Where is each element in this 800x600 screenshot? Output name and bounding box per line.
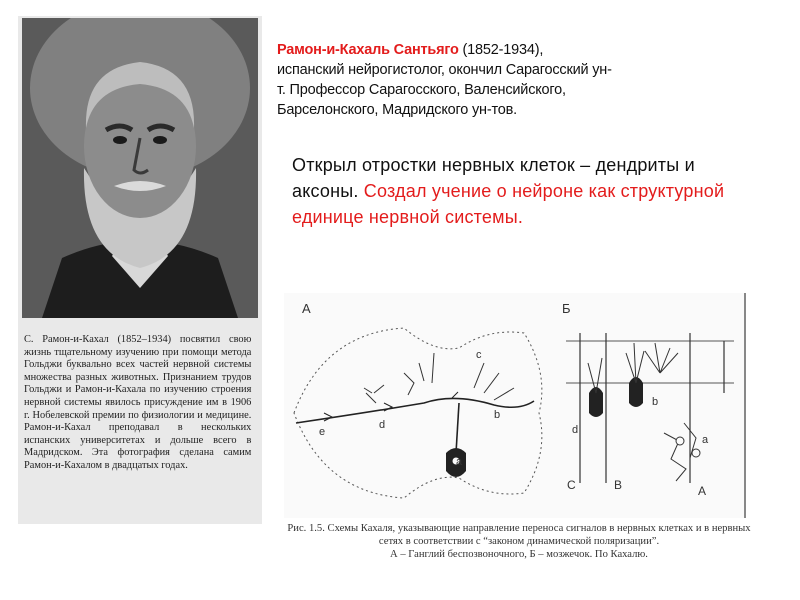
label-a-b: b (494, 409, 501, 421)
portrait-scan (18, 16, 262, 524)
figure-caption-line-1: Рис. 1.5. Схемы Кахаля, указывающие направление переноса сигналов в нервных клетках и в нервных сетях в соответствии с “законом динамической поляризации”. (287, 523, 751, 547)
portrait-caption: С. Рамон-и-Кахал (1852–1934) посвятил свою жизнь тщательному изучению при помощи метода Гольджи буквально всех частей нервной системы множества разных животных. Признанием трудов Гольджи и Рамон-и-Кахала по изучению строения нервной системы явилось присуждение им в 1906 г. Нобелевской премии по физиологии и медицине. Рамон-и-Кахал преподавал в нескольких испанских университетах и дольше всего в Мадридском. Эта фотография сделана самим Рамон-и-Кахалом в двадцатых годах. (24, 334, 252, 471)
label-a-d: d (379, 419, 386, 431)
label-b-C: C (567, 478, 576, 492)
cajal-diagram (284, 293, 746, 518)
figure-caption-line-2: А – Ганглий беспозвоночного, Б – мозжечок. По Кахалю. (390, 549, 648, 560)
biography-block (277, 40, 717, 120)
ganglion-outline (294, 328, 542, 498)
portrait-photo (22, 18, 258, 318)
scientist-name: Рамон-и-Кахаль Сантьяго (277, 42, 459, 58)
bio-line-3: Барселонского, Мадридского ун-тов. (277, 102, 517, 118)
panel-a-label: А (302, 301, 311, 316)
label-b-a: a (702, 434, 709, 446)
bio-line-1: испанский нейрогистолог, окончил Сарагосский ун- (277, 62, 612, 78)
label-b-b: b (652, 396, 659, 408)
scientist-years: (1852-1934), (458, 42, 544, 58)
label-b-B: B (614, 478, 623, 492)
figure-caption (284, 522, 754, 561)
portrait-illustration (22, 18, 258, 318)
label-b-d: d (572, 424, 579, 436)
label-a-c: c (476, 349, 482, 361)
bio-line-2: т. Профессор Сарагосского, Валенсийского, (277, 82, 566, 98)
discovery-highlight: Создал учение о нейроне как структурной единице нервной системы. (292, 181, 725, 227)
discovery-plain: Открыл отростки нервных клеток – дендриты и аксоны. (292, 155, 695, 201)
label-a-a: a (456, 456, 463, 468)
label-b-A: A (698, 484, 707, 498)
granule-cells (664, 423, 696, 481)
label-a-e: e (319, 426, 326, 438)
panel-b-label: Б (562, 301, 571, 316)
discovery-text (292, 152, 742, 230)
neuron-schematic (284, 293, 744, 518)
